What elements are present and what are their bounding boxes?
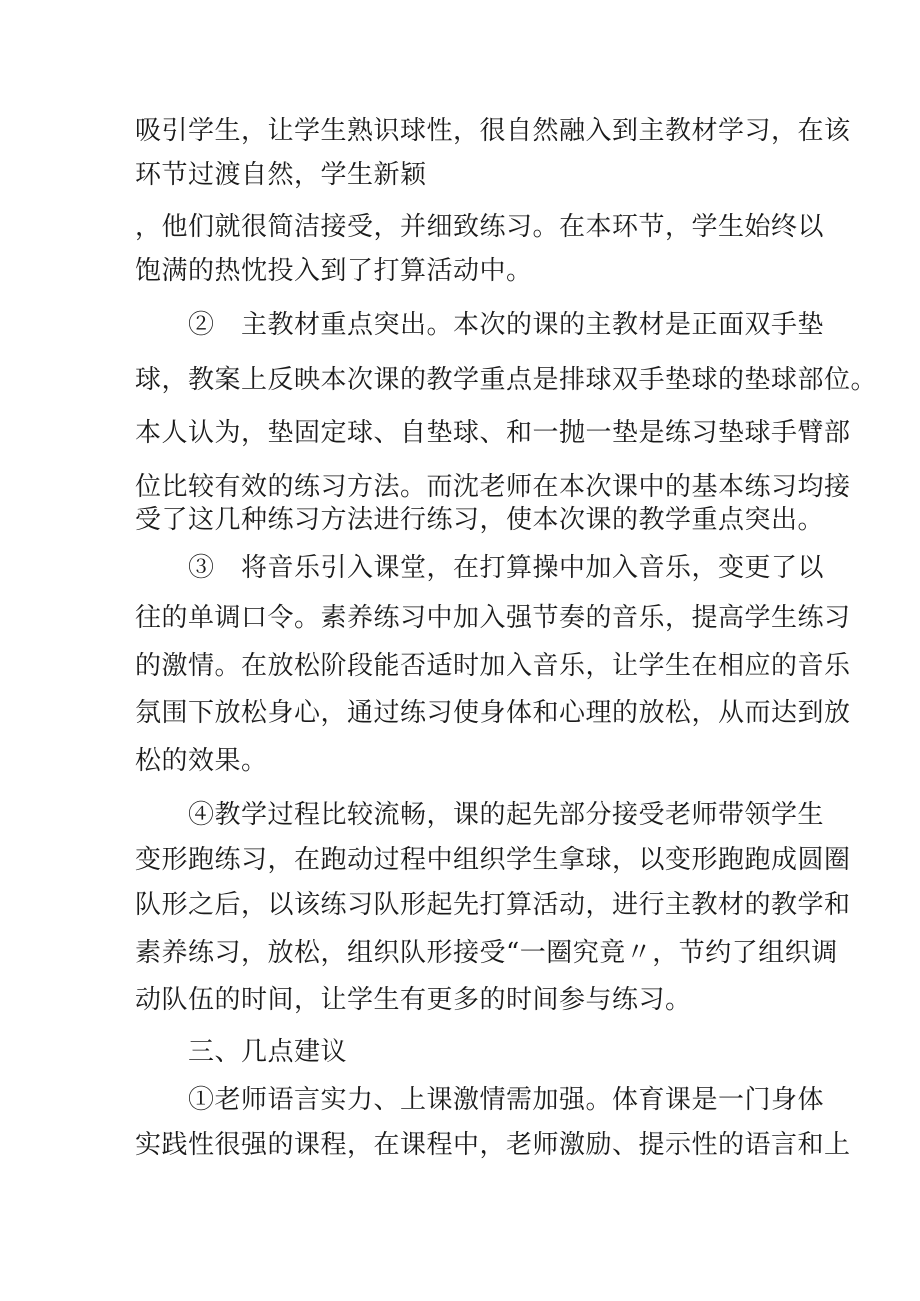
- paragraph-line: 环节过渡自然，学生新颖: [135, 160, 427, 190]
- paragraph-line: 素养练习，放松，组织队形接受“一圈究竟〃，节约了组织调: [135, 938, 838, 968]
- paragraph-line: 动队伍的时间，让学生有更多的时间参与练习。: [135, 985, 692, 1015]
- paragraph-line: ①老师语言实力、上课激情需加强。体育课是一门身体: [188, 1085, 825, 1115]
- paragraph-line: 受了这几种练习方法进行练习，使本次课的教学重点突出。: [135, 505, 825, 535]
- paragraph-line: 队形之后，以该练习队形起先打算活动，进行主教材的教学和: [135, 890, 851, 920]
- section-heading: 三、几点建议: [188, 1037, 348, 1067]
- paragraph-line: 饱满的热忱投入到了打算活动中。: [135, 256, 533, 286]
- paragraph-line: 实践性很强的课程，在课程中，老师激励、提示性的语言和上: [135, 1130, 851, 1160]
- paragraph-line: ② 主教材重点突出。本次的课的主教材是正面双手垫: [188, 310, 825, 340]
- paragraph-line: ④教学过程比较流畅，课的起先部分接受老师带领学生: [188, 800, 825, 830]
- paragraph-line: 往的单调口令。素养练习中加入强节奏的音乐，提高学生练习: [135, 603, 851, 633]
- paragraph-line: 吸引学生，让学生熟识球性，很自然融入到主教材学习，在该: [135, 116, 851, 146]
- paragraph-line: 变形跑练习，在跑动过程中组织学生拿球，以变形跑跑成圆圈: [135, 845, 851, 875]
- paragraph-line: 位比较有效的练习方法。而沈老师在本次课中的基本练习均接: [135, 472, 851, 502]
- paragraph-line: ③ 将音乐引入课堂，在打算操中加入音乐，变更了以: [188, 553, 825, 583]
- paragraph-line: 氛围下放松身心，通过练习使身体和心理的放松，从而达到放: [135, 698, 851, 728]
- paragraph-line: 球，教案上反映本次课的教学重点是排球双手垫球的垫球部位。: [135, 365, 878, 395]
- paragraph-line: 本人认为，垫固定球、自垫球、和一抛一垫是练习垫球手臂部: [135, 418, 851, 448]
- paragraph-line: 松的效果。: [135, 746, 268, 776]
- paragraph-line: 的激情。在放松阶段能否适时加入音乐，让学生在相应的音乐: [135, 651, 851, 681]
- paragraph-line: ，他们就很简洁接受，并细致练习。在本环节，学生始终以: [135, 212, 825, 242]
